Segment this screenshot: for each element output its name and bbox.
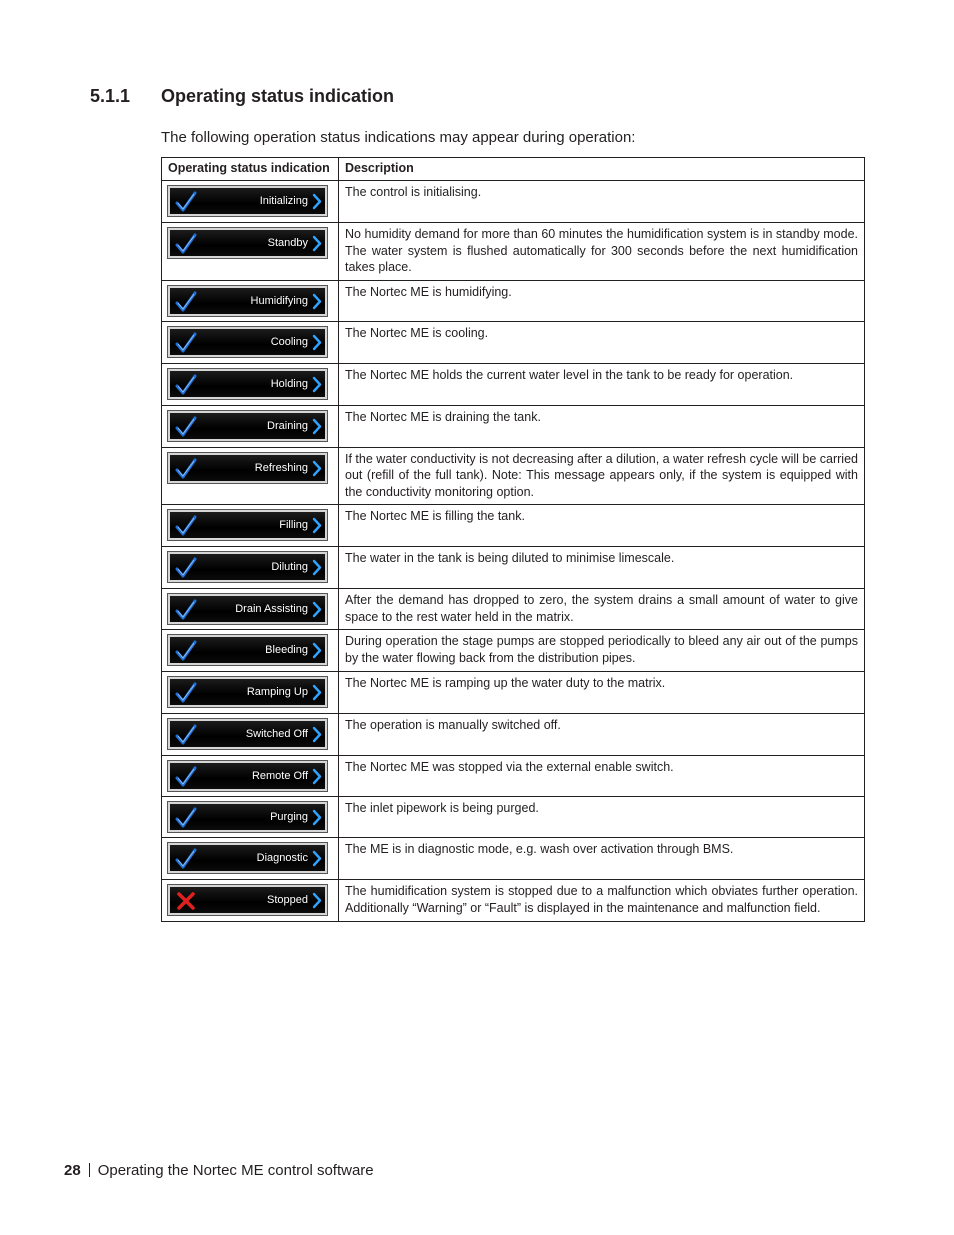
check-icon	[175, 807, 197, 829]
page-footer	[64, 1162, 374, 1179]
status-description: The Nortec ME is humidifying.	[339, 280, 865, 321]
status-label: Refreshing	[254, 461, 308, 474]
chevron-right-icon	[312, 642, 322, 659]
chevron-right-icon	[312, 850, 322, 867]
status-label: Cooling	[270, 335, 308, 348]
chevron-right-icon	[312, 418, 322, 435]
check-icon	[175, 599, 197, 621]
status-badge	[168, 286, 327, 316]
check-icon	[175, 515, 197, 537]
chevron-right-icon	[312, 684, 322, 701]
footer-text: Operating the Nortec ME control software	[97, 1162, 374, 1179]
status-cell	[162, 280, 339, 321]
table-row	[162, 672, 865, 714]
status-description: The Nortec ME is filling the tank.	[339, 505, 865, 547]
status-cell	[162, 405, 339, 447]
chevron-right-icon	[312, 601, 322, 618]
status-label: Switched Off	[245, 728, 308, 740]
status-label: Bleeding	[265, 644, 308, 656]
status-description: The Nortec ME is cooling.	[339, 321, 865, 363]
check-icon	[175, 848, 197, 870]
table-row	[162, 547, 865, 589]
status-description: The Nortec ME holds the current water level in the tank to be ready for operation.	[339, 363, 865, 405]
status-badge	[168, 802, 327, 832]
status-description: The control is initialising.	[339, 181, 865, 223]
status-description: The Nortec ME is ramping up the water duty to the matrix.	[339, 672, 865, 714]
status-description: The inlet pipework is being purged.	[339, 797, 865, 838]
status-cell	[162, 838, 339, 880]
cross-icon	[175, 890, 197, 912]
status-table	[161, 157, 865, 922]
status-badge	[168, 885, 327, 915]
status-badge	[168, 327, 327, 357]
status-badge	[168, 677, 327, 707]
check-icon	[175, 191, 197, 213]
status-badge	[168, 510, 327, 540]
table-row	[162, 714, 865, 756]
status-description: The ME is in diagnostic mode, e.g. wash over activation through BMS.	[339, 838, 865, 880]
status-badge	[168, 719, 327, 749]
status-cell	[162, 756, 339, 797]
status-label: Filling	[279, 519, 308, 531]
status-badge	[168, 761, 327, 791]
check-icon	[175, 682, 197, 704]
header-description: Description	[339, 158, 865, 181]
chevron-right-icon	[312, 892, 322, 909]
status-label: Ramping Up	[246, 686, 308, 698]
status-label: Drain Assisting	[235, 603, 308, 615]
status-cell	[162, 181, 339, 223]
check-icon	[175, 374, 197, 396]
status-description: After the demand has dropped to zero, the system drains a small amount of water to give space to the rest water held in the matrix.	[339, 589, 865, 630]
status-label: Diluting	[271, 561, 308, 573]
check-icon	[175, 640, 197, 662]
table-header-row	[162, 158, 865, 181]
status-cell	[162, 447, 339, 505]
status-badge	[168, 453, 327, 483]
check-icon	[175, 458, 197, 480]
table-row	[162, 589, 865, 630]
status-badge	[168, 843, 327, 873]
table-row	[162, 321, 865, 363]
table-row	[162, 447, 865, 505]
status-description: The operation is manually switched off.	[339, 714, 865, 756]
chevron-right-icon	[312, 460, 322, 477]
chevron-right-icon	[312, 193, 322, 210]
check-icon	[175, 291, 197, 313]
chevron-right-icon	[312, 559, 322, 576]
table-row	[162, 880, 865, 922]
status-description: The Nortec ME was stopped via the external enable switch.	[339, 756, 865, 797]
status-description: The humidification system is stopped due to a malfunction which obviates further operation. Additionally “Warning” or “Fault” is displayed in the maintenance and malfunction field.	[339, 880, 865, 922]
status-label: Diagnostic	[256, 852, 308, 864]
status-label: Initializing	[259, 195, 308, 207]
chevron-right-icon	[312, 376, 322, 393]
status-badge	[168, 369, 327, 399]
status-badge	[168, 594, 327, 624]
section-number: 5.1.1	[90, 86, 131, 106]
status-label: Purging	[270, 811, 308, 823]
table-row	[162, 405, 865, 447]
status-description: No humidity demand for more than 60 minutes the humidification system is in standby mode. The water system is flushed automatically for 300 seconds before the next humidification takes place.	[339, 223, 865, 281]
status-description: The water in the tank is being diluted to minimise limescale.	[339, 547, 865, 589]
check-icon	[175, 724, 197, 746]
section-heading	[90, 86, 394, 107]
table-row	[162, 756, 865, 797]
table-row	[162, 838, 865, 880]
status-cell	[162, 672, 339, 714]
status-label: Stopped	[267, 894, 308, 906]
check-icon	[175, 332, 197, 354]
table-row	[162, 223, 865, 281]
header-status: Operating status indication	[162, 158, 339, 181]
chevron-right-icon	[312, 517, 322, 534]
chevron-right-icon	[312, 809, 322, 826]
status-cell	[162, 797, 339, 838]
section-title: Operating status indication	[161, 86, 395, 106]
status-cell	[162, 321, 339, 363]
status-label: Draining	[267, 419, 308, 432]
chevron-right-icon	[312, 334, 322, 351]
status-label: Standby	[267, 237, 308, 249]
table-row	[162, 505, 865, 547]
chevron-right-icon	[312, 235, 322, 252]
intro-text: The following operation status indications may appear during operation:	[161, 129, 636, 146]
status-cell	[162, 880, 339, 922]
status-label: Humidifying	[250, 294, 308, 307]
status-cell	[162, 363, 339, 405]
status-label: Holding	[270, 377, 308, 390]
status-description: The Nortec ME is draining the tank.	[339, 405, 865, 447]
status-cell	[162, 714, 339, 756]
status-cell	[162, 547, 339, 589]
check-icon	[175, 416, 197, 438]
status-badge	[168, 552, 327, 582]
table-row	[162, 280, 865, 321]
table-row	[162, 363, 865, 405]
table-row	[162, 181, 865, 223]
chevron-right-icon	[312, 726, 322, 743]
footer-divider	[89, 1163, 90, 1177]
table-row	[162, 630, 865, 672]
table-row	[162, 797, 865, 838]
status-cell	[162, 630, 339, 672]
check-icon	[175, 233, 197, 255]
status-label: Remote Off	[251, 770, 308, 782]
chevron-right-icon	[312, 293, 322, 310]
status-badge	[168, 186, 327, 216]
status-badge	[168, 635, 327, 665]
check-icon	[175, 557, 197, 579]
chevron-right-icon	[312, 768, 322, 785]
status-badge	[168, 411, 327, 441]
status-cell	[162, 589, 339, 630]
status-description: During operation the stage pumps are stopped periodically to bleed any air out of the pumps by the water flowing back from the distribution pipes.	[339, 630, 865, 672]
status-cell	[162, 223, 339, 281]
page-number: 28	[64, 1162, 81, 1179]
check-icon	[175, 766, 197, 788]
status-description: If the water conductivity is not decreasing after a dilution, a water refresh cycle will be carried out (refill of the full tank). Note: This message appears only, if the system is equipped with the conductivity monitoring option.	[339, 447, 865, 505]
status-cell	[162, 505, 339, 547]
status-badge	[168, 228, 327, 258]
